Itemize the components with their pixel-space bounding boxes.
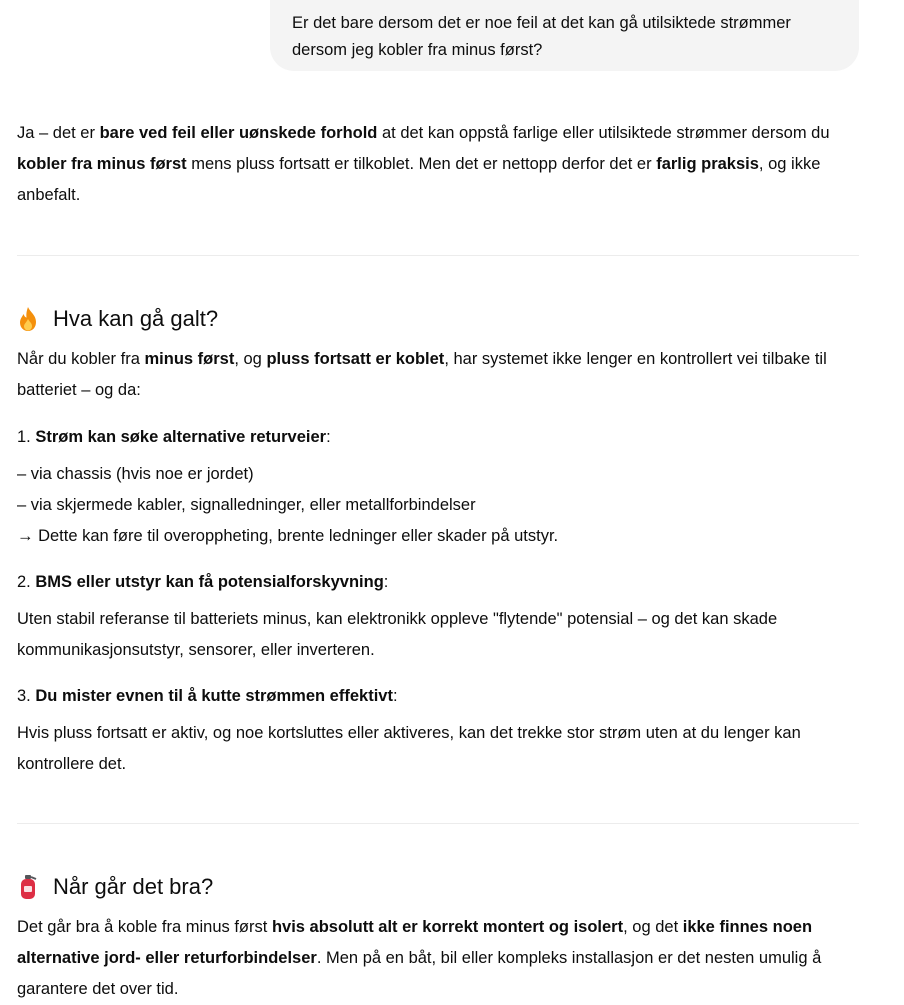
section-heading-when-ok: Når går det bra? bbox=[17, 872, 859, 902]
divider bbox=[17, 823, 859, 824]
list-line: – via skjermede kabler, signalledninger, eller metallforbindelser bbox=[17, 496, 476, 514]
intro-paragraph: Ja – det er bare ved feil eller uønskede forhold at det kan oppstå farlige eller utilsiktede strømmer dersom du kobler fra minus først mens pluss fortsatt er tilkoblet. Men det er nettopp derfor det er farlig praksis, og ikke anbefalt. bbox=[17, 124, 830, 204]
list-item-heading: 3. Du mister evnen til å kutte strømmen effektivt: bbox=[17, 687, 398, 705]
list-line: → Dette kan føre til overoppheting, brente ledninger eller skader på utstyr. bbox=[17, 527, 559, 545]
list-item-body: Uten stabil referanse til batteriets minus, kan elektronikk oppleve "flytende" potensial – og det kan skade kommunikasjonsutstyr, sensorer, eller inverteren. bbox=[17, 610, 778, 659]
list-item-body bbox=[17, 459, 859, 552]
user-message-text: Er det bare dersom det er noe feil at det kan gå utilsiktede strømmer dersom jeg kobler fra minus først? bbox=[292, 14, 791, 59]
user-message-bubble bbox=[270, 0, 859, 71]
list-item-body: Hvis pluss fortsatt er aktiv, og noe kortsluttes eller aktiveres, kan det trekke stor strøm uten at du lenger kan kontrollere det. bbox=[17, 724, 801, 773]
list-line: – via chassis (hvis noe er jordet) bbox=[17, 465, 254, 483]
fire-icon bbox=[17, 306, 39, 332]
list-item-heading: 2. BMS eller utstyr kan få potensialforskyvning: bbox=[17, 573, 389, 591]
list-item-heading: 1. Strøm kan søke alternative returveier: bbox=[17, 428, 331, 446]
assistant-response bbox=[17, 118, 859, 1005]
section2-body: Det går bra å koble fra minus først hvis absolutt alt er korrekt montert og isolert, og det ikke finnes noen alternative jord- eller returforbindelser. Men på en båt, bil eller kompleks installasjon er det nesten umulig å garantere det over tid. bbox=[17, 918, 822, 998]
section1-lead: Når du kobler fra minus først, og pluss fortsatt er koblet, har systemet ikke lenger en kontrollert vei tilbake til batteriet – og da: bbox=[17, 350, 827, 399]
fire-extinguisher-icon bbox=[17, 874, 39, 900]
section-heading-what-can-go-wrong: Hva kan gå galt? bbox=[17, 304, 859, 334]
divider bbox=[17, 255, 859, 256]
